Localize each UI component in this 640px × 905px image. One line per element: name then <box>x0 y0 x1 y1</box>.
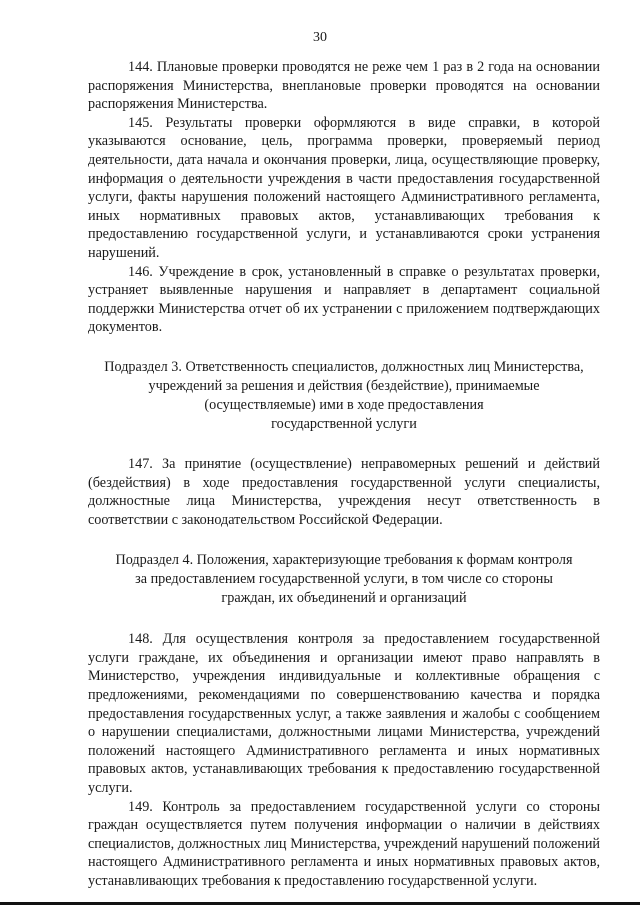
paragraph-148: 148. Для осуществления контроля за предоставлением государственной услуги граждане, их объединения и организации имеют право направлять в Министерство, учреждения индивидуальные и коллективные обращения с предложениями, рекомендациями по совершенствованию качества и порядка предоставления государственных услуг, а также заявления и жалобы с сообщением о нарушении специалистами, должностными лицами Министерства, учреждений положений настоящего Административного регламента и иных нормативных правовых актов, устанавливающих требования к предоставлению государственной услуги. <box>88 631 600 797</box>
document-body <box>88 58 600 891</box>
subsection-4-heading-line: за предоставлением государственной услуги, в том числе со стороны <box>135 571 553 588</box>
subsection-3-heading <box>88 358 600 434</box>
paragraph-145: 145. Результаты проверки оформляются в виде справки, в которой указываются основание, цель, программа проверки, проверяемый период деятельности, дата начала и окончания проверки, лица, осуществляющие проверку, информация о деятельности учреждения в части предоставления государственной услуги, факты нарушения положений настоящего Административного регламента, иных нормативных правовых актов, устанавливающих требования к предоставлению государственной услуги, и устанавливаются сроки устранения нарушений. <box>88 114 600 261</box>
subsection-4-heading <box>88 551 600 608</box>
subsection-3-heading-line: государственной услуги <box>271 415 417 432</box>
subsection-4-heading-line: Подраздел 4. Положения, характеризующие требования к формам контроля <box>115 552 573 569</box>
paragraph-149: 149. Контроль за предоставлением государственной услуги со стороны граждан осуществляется путем получения информации о наличии в действиях специалистов, должностных лиц Министерства, учреждений нарушений положений настоящего Административного регламента и иных нормативных правовых актов, устанавливающих требования к предоставлению государственной услуги. <box>88 798 600 889</box>
subsection-4-heading-line: граждан, их объединений и организаций <box>221 590 467 607</box>
subsection-3-heading-line: учреждений за решения и действия (бездействие), принимаемые <box>148 377 540 394</box>
paragraph-147: 147. За принятие (осуществление) неправомерных решений и действий (бездействия) в ходе предоставления государственной услуги специалисты, должностные лица Министерства, учреждения несут ответственность в соответствии с законодательством Российской Федерации. <box>88 455 600 528</box>
subsection-3-heading-line: Подраздел 3. Ответственность специалистов, должностных лиц Министерства, <box>104 358 584 375</box>
page-number: 30 <box>313 30 327 45</box>
paragraph-144: 144. Плановые проверки проводятся не реже чем 1 раз в 2 года на основании распоряжения Министерства, внеплановые проверки проводятся на основании распоряжения Министерства. <box>88 59 600 113</box>
subsection-3-heading-line: (осуществляемые) ими в ходе предоставления <box>204 396 484 413</box>
paragraph-146: 146. Учреждение в срок, установленный в справке о результатах проверки, устраняет выявленные нарушения и направляет в департамент социальной поддержки Министерства отчет об их устранении с приложением подтверждающих документов. <box>88 263 600 336</box>
